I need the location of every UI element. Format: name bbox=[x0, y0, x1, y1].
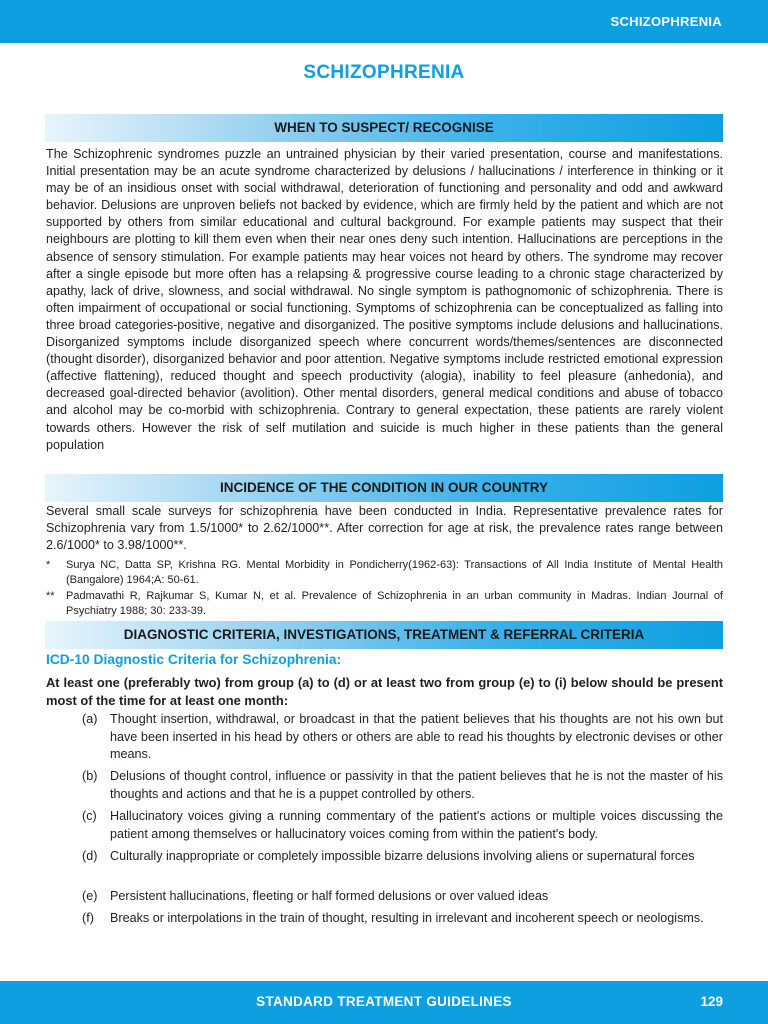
section-heading-recognise: WHEN TO SUSPECT/ RECOGNISE bbox=[45, 114, 723, 142]
criteria-intro: At least one (preferably two) from group (a) to (d) or at least two from group (e) to (i) below should be present most of the time for at least one month: bbox=[46, 675, 723, 708]
incidence-paragraph: Several small scale surveys for schizophrenia have been conducted in India. Representative prevalence rates for Schizophrenia vary from 1.5/1000* to 2.62/1000**. After correction for age at risk, the prevalence rates range between 2.6/1000* to 3.98/1000**. bbox=[46, 504, 723, 553]
criterion-text: Culturally inappropriate or completely impossible bizarre delusions involving aliens or supernatural forces bbox=[110, 849, 695, 863]
criterion-label: (b) bbox=[82, 769, 98, 783]
page-title: SCHIZOPHRENIA bbox=[303, 62, 465, 83]
criterion-label: (d) bbox=[82, 849, 98, 863]
criterion-text: Delusions of thought control, influence or passivity in that the patient believes that he is not the master of his thoughts and actions and that he is a puppet controlled by others. bbox=[110, 769, 723, 801]
criterion-text: Thought insertion, withdrawal, or broadcast in that the patient believes that his thoughts are not his own but have been inserted in his head by others or others are able to read his thoughts by electronic devises or other means. bbox=[110, 712, 723, 761]
criterion-text: Hallucinatory voices giving a running commentary of the patient's actions or multiple voices discussing the patient among themselves or hallucinatory voices coming from within the patient's body. bbox=[110, 809, 723, 841]
criterion-text: Breaks or interpolations in the train of thought, resulting in irrelevant and incoherent speech or neologisms. bbox=[110, 911, 704, 925]
reference-text: Padmavathi R, Rajkumar S, Kumar N, et al. Prevalence of Schizophrenia in an urban community in Madras. Indian Journal of Psychiatry 1988; 30: 233-39. bbox=[66, 590, 723, 617]
criterion-label: (c) bbox=[82, 809, 97, 823]
icd10-subheading: ICD-10 Diagnostic Criteria for Schizophrenia: bbox=[46, 652, 342, 667]
running-header-bar bbox=[0, 0, 768, 43]
running-header-title: SCHIZOPHRENIA bbox=[610, 14, 722, 29]
reference-marker: ** bbox=[46, 590, 55, 602]
criterion-label: (e) bbox=[82, 889, 98, 903]
recognise-paragraph: The Schizophrenic syndromes puzzle an untrained physician by their varied presentation, course and manifestations. Initial presentation may be an acute syndrome characterized by delusions / hallucinations / interference in thinking or it may be of an insidious onset with social withdrawal, deterioration of functioning and personality and odd and awkward behavior. Delusions are unproven beliefs not backed by evidence, which are firmly held by the patient and which are not supported by others from similar educational and cultural background. For example patients may suspect that their neighbours are plotting to kill them even when their near ones deny such intention. Hallucinations are perceptions in the absence of sensory stimulation. For example patients may hear voices not heard by others. The syndrome may recover after a single episode but more often has a relapsing & progressive course leading to a chronic stage characterized by apathy, lack of drive, slowness, and social withdrawal. No single symptom is pathognomonic of schizophrenia. There is often impairment of occupational or social functioning. Symptoms of schizophrenia can be conceptualized as falling into three broad categories-positive, negative and disorganized. The positive symptoms include delusions and hallucinations. Disorganized symptoms include disorganized speech where concurrent words/themes/sentences are disconnected (thought disorder), disorganized behavior and poor attention. Negative symptoms include restricted emotional expression (affective flattening), reduced thought and speech productivity (alogia), inability to feel pleasure (anhedonia), and decreased goal-directed behavior (avolition). Other mental disorders, general medical conditions and abuse of tobacco and alcohol may be co-morbid with schizophrenia. Contrary to general expectation, these patients are rarely violent towards others. However the risk of self mutilation and suicide is much higher in these patients than the general population bbox=[46, 147, 723, 452]
criterion-label: (f) bbox=[82, 911, 94, 925]
page-number: 129 bbox=[700, 994, 723, 1009]
criterion-text: Persistent hallucinations, fleeting or half formed delusions or over valued ideas bbox=[110, 889, 549, 903]
section-heading-diagnostic: DIAGNOSTIC CRITERIA, INVESTIGATIONS, TREATMENT & REFERRAL CRITERIA bbox=[45, 621, 723, 649]
footer-bar bbox=[0, 981, 768, 1024]
reference-text: Surya NC, Datta SP, Krishna RG. Mental Morbidity in Pondicherry(1962-63): Transactions of All India Institute of Mental Health (Bangalore) 1964;A: 50-61. bbox=[66, 559, 723, 586]
footer-title: STANDARD TREATMENT GUIDELINES bbox=[256, 994, 512, 1009]
reference-marker: * bbox=[46, 559, 51, 571]
section-heading-incidence: INCIDENCE OF THE CONDITION IN OUR COUNTRY bbox=[45, 474, 723, 502]
criterion-label: (a) bbox=[82, 712, 98, 726]
